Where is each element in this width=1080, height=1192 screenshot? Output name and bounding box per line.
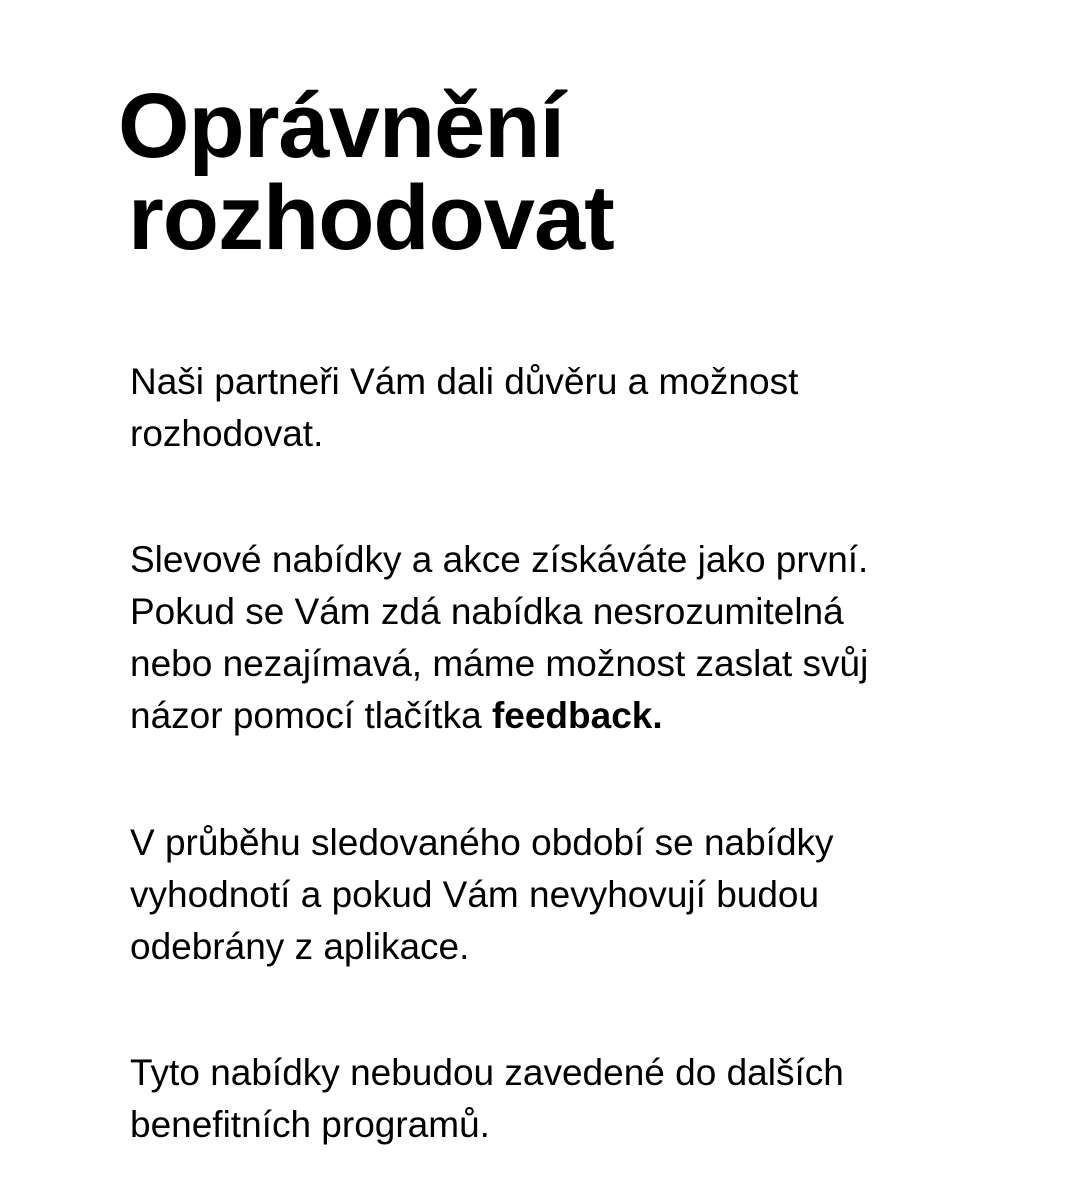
paragraph-programs — [130, 1047, 844, 1151]
paragraph-line: Pokud se Vám zdá nabídka nesrozumitelná — [130, 591, 844, 632]
paragraph-line: Slevové nabídky a akce získáváte jako první. — [130, 539, 869, 580]
paragraph-line: odebrány z aplikace. — [130, 926, 470, 967]
paragraph-line: benefitních programů. — [130, 1104, 490, 1145]
feedback-keyword: feedback. — [491, 695, 663, 736]
page-title-line-1: Oprávnění — [118, 75, 565, 177]
paragraph-line: Naši partneři Vám dali důvěru a možnost — [130, 361, 799, 402]
feedback-prefix-text: názor pomocí tlačítka — [130, 695, 492, 736]
page-title-line-2: rozhodovat — [128, 167, 614, 269]
paragraph-line: Tyto nabídky nebudou zavedené do dalších — [130, 1052, 844, 1093]
paragraph-line: rozhodovat. — [130, 413, 324, 454]
page-title — [118, 75, 614, 269]
paragraph-evaluation — [130, 817, 834, 973]
paragraph-trust — [130, 356, 798, 460]
paragraph-line: nebo nezajímavá, máme možnost zaslat svůj — [130, 643, 869, 684]
paragraph-offers — [130, 534, 868, 742]
paragraph-line: vyhodnotí a pokud Vám nevyhovují budou — [130, 874, 820, 915]
paragraph-line-feedback — [130, 690, 868, 742]
paragraph-line: V průběhu sledovaného období se nabídky — [130, 822, 834, 863]
